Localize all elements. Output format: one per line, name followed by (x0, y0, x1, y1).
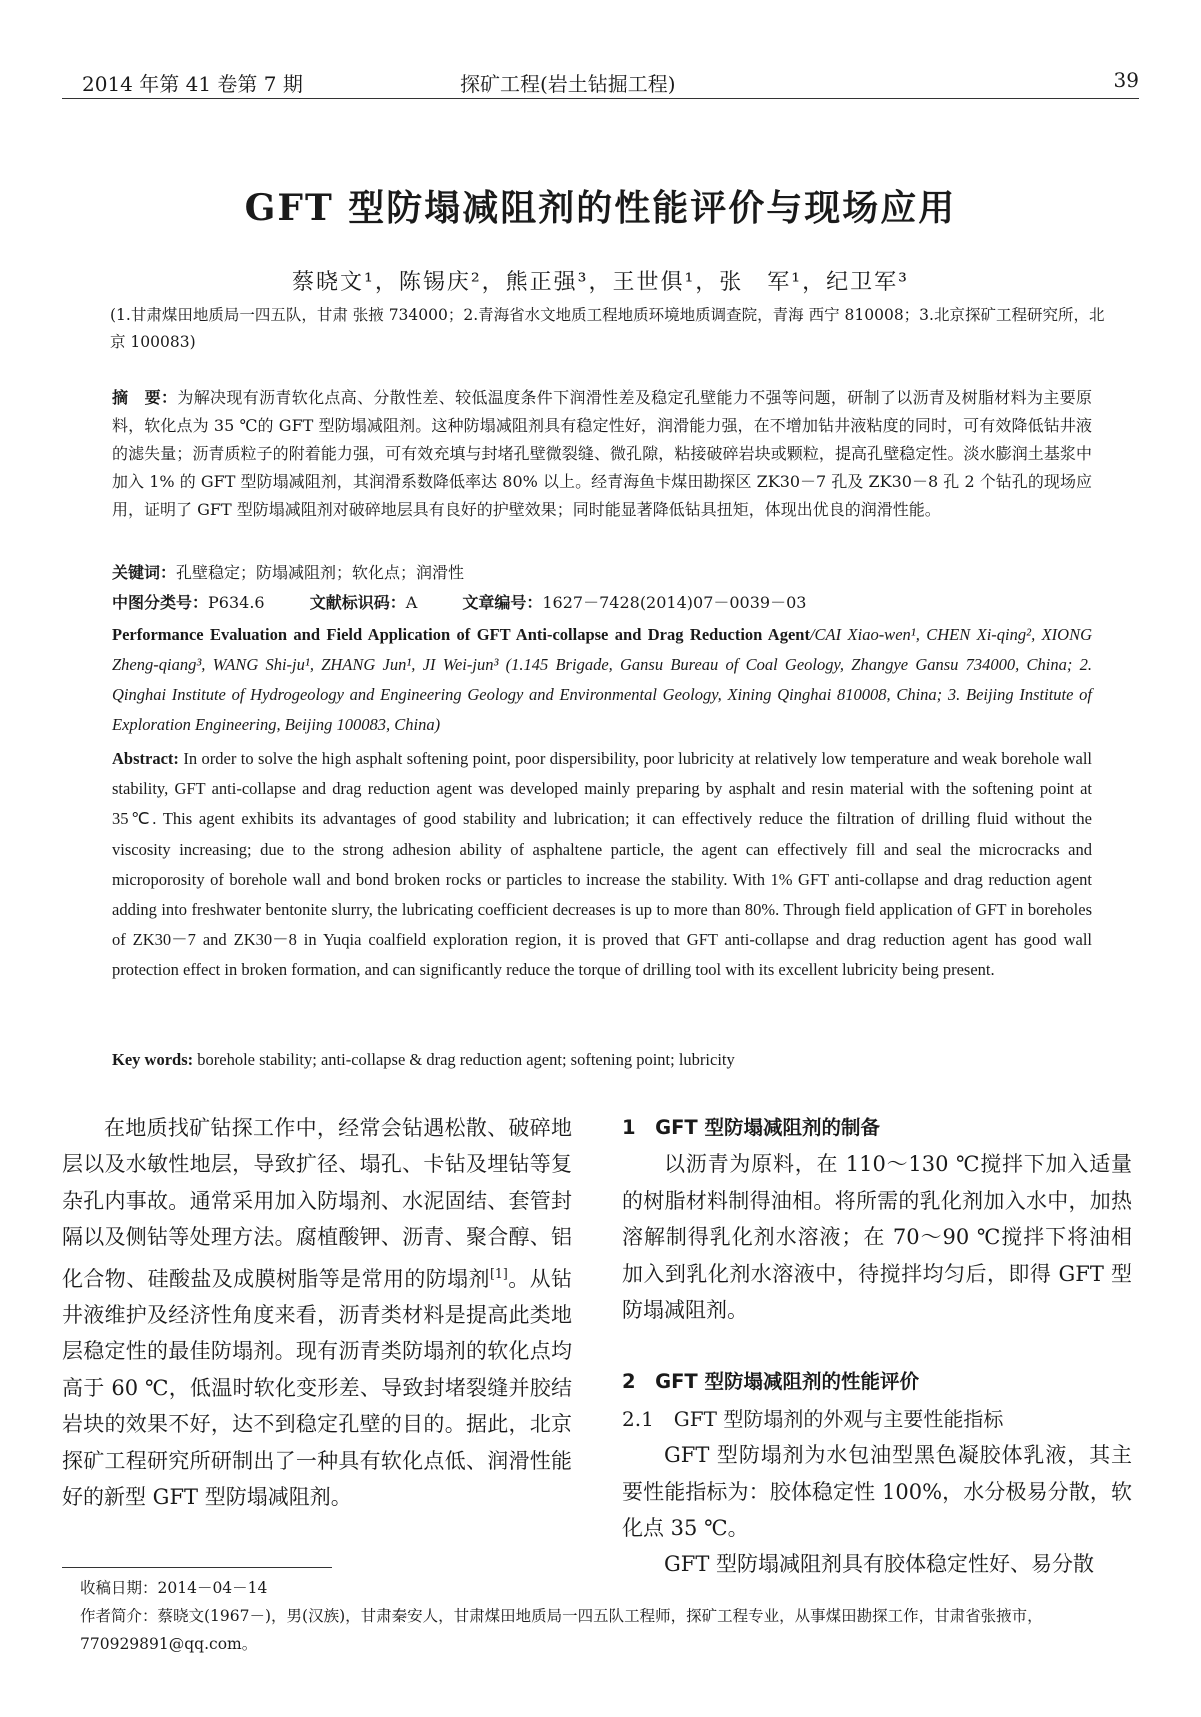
classification-line (112, 590, 1092, 613)
author-intro: 作者简介：蔡晓文(1967－)，男(汉族)，甘肃秦安人，甘肃煤田地质局一四五队工程师，探矿工程专业，从事煤田勘探工作，甘肃省张掖市，770929891@qq.com。 (80, 1607, 1043, 1653)
abstract-en-text: In order to solve the high asphalt softening point, poor dispersibility, poor lubricity at relatively low temperature and weak borehole wall stability, GFT anti-collapse and drag reduction agent was developed mainly preparing by asphalt and resin material with the softening point at 35℃. This agent exhibits its advantages of good stability and lubrication; it can effectively reduce the filtration of drilling fluid without the viscosity increasing; due to the strong adhesion ability of asphaltene particle, the agent can effectively fill and seal the microcracks and microporosity of borehole wall and bond broken rocks or particles to increase the stability. With 1% GFT anti-collapse and drag reduction agent adding into freshwater bentonite slurry, the lubricating coefficient decreases is up to more than 80%. Through field application of GFT in boreholes of ZK30－7 and ZK30－8 in Yuqia coalfield exploration region, it is proved that GFT anti-collapse and drag reduction agent has good wall protection effect in broken formation, and can significantly reduce the torque of drilling tool with its excellent lubricity being present. (112, 749, 1092, 980)
section-1-paragraph: 以沥青为原料，在 110～130 ℃搅拌下加入适量的树脂材料制得油相。将所需的乳化剂加入水中，加热溶解制得乳化剂水溶液；在 70～90 ℃搅拌下将油相加入到乳化剂水溶液中，待搅拌均匀后，即得 GFT 型防塌减阻剂。 (622, 1152, 1132, 1323)
doc-code-label: 文献标识码： (309, 593, 406, 612)
section-2-1-paragraph-2: GFT 型防塌减阻剂具有胶体稳定性好、易分散 (664, 1552, 1095, 1577)
keywords-cn-text: 孔壁稳定；防塌减阻剂；软化点；润滑性 (176, 563, 465, 582)
article-no-label: 文章编号： (462, 593, 543, 612)
abstract-en (112, 744, 1092, 986)
abstract-cn-label: 摘 要： (112, 388, 178, 407)
clc-value: P634.6 (208, 593, 265, 612)
intro-paragraph (62, 1110, 572, 1515)
abstract-cn (112, 384, 1092, 524)
body-left-column (62, 1110, 572, 1515)
keywords-en (112, 1050, 1092, 1070)
intro-text-a: 在地质找矿钻探工作中，经常会钻遇松散、破碎地层以及水敏性地层，导致扩径、塌孔、卡钻及埋钻等复杂孔内事故。通常采用加入防塌剂、水泥固结、套管封隔以及侧钻等处理方法。腐植酸钾、沥青、聚合醇、铝化合物、硅酸盐及成膜树脂等是常用的防塌剂 (62, 1116, 572, 1291)
journal-name: 探矿工程(岩土钻掘工程) (460, 72, 676, 96)
abstract-en-label: Abstract: (112, 749, 179, 768)
article-no-value: 1627－7428(2014)07－0039－03 (542, 593, 807, 612)
paper-title: GFT 型防塌减阻剂的性能评价与现场应用 (244, 187, 957, 229)
issue-info: 2014 年第 41 卷第 7 期 (82, 72, 303, 96)
section-2-1-heading: 2.1 GFT 型防塌剂的外观与主要性能指标 (622, 1406, 1004, 1431)
english-title-block (112, 620, 1092, 740)
english-authors-affil: /CAI Xiao-wen¹, CHEN Xi-qing², XIONG Zheng-qiang³, WANG Shi-ju¹, ZHANG Jun¹, JI Wei-jun³ (1.145 Brigade, Gansu Bureau of Coal Geology, Zhangye Gansu 734000, China; 2. Qinghai Institute of Hydrogeology and Engineering Geology and Environmental Geology, Xining Qinghai 810008, China; 3. Beijing Institute of Exploration Engineering, Beijing 100083, China) (112, 625, 1092, 734)
received-date: 收稿日期：2014－04－14 (80, 1579, 268, 1597)
abstract-cn-text: 为解决现有沥青软化点高、分散性差、较低温度条件下润滑性差及稳定孔壁能力不强等问题，研制了以沥青及树脂材料为主要原料，软化点为 35 ℃的 GFT 型防塌减阻剂。这种防塌减阻剂具有稳定性好，润滑能力强，在不增加钻井液粘度的同时，可有效降低钻井液的滤失量；沥青质粒子的附着能力强，可有效充填与封堵孔壁微裂缝、微孔隙，粘接破碎岩块或颗粒，提高孔壁稳定性。淡水膨润土基浆中加入 1% 的 GFT 型防塌减阻剂，其润滑系数降低率达 80% 以上。经青海鱼卡煤田勘探区 ZK30－7 孔及 ZK30－8 孔 2 个钻孔的现场应用，证明了 GFT 型防塌减阻剂对破碎地层具有良好的护壁效果；同时能显著降低钻具扭矩，体现出优良的润滑性能。 (112, 388, 1092, 519)
keywords-cn (112, 560, 1092, 583)
section-2-1-paragraph: GFT 型防塌剂为水包油型黑色凝胶体乳液，其主要性能指标为：胶体稳定性 100%，水分极易分散，软化点 35 ℃。 (622, 1443, 1132, 1541)
footnote-divider (62, 1567, 332, 1568)
keywords-cn-label: 关键词： (112, 563, 177, 582)
section-1-heading: 1 GFT 型防塌减阻剂的制备 (622, 1116, 880, 1139)
running-header (62, 62, 1139, 99)
page-number: 39 (1113, 68, 1139, 92)
affiliations: (1.甘肃煤田地质局一四五队，甘肃 张掖 734000；2.青海省水文地质工程地质环境地质调查院，青海 西宁 810008；3.北京探矿工程研究所，北京 100083) (110, 306, 1105, 351)
body-right-column (622, 1110, 1132, 1583)
clc-label: 中图分类号： (112, 593, 209, 612)
keywords-en-text: borehole stability; anti-collapse & drag reduction agent; softening point; lubricity (193, 1050, 735, 1069)
doc-code-value: A (405, 593, 418, 612)
citation-ref[interactable]: [1] (489, 1265, 508, 1281)
intro-text-b: 。从钻井液维护及经济性角度来看，沥青类材料是提高此类地层稳定性的最佳防塌剂。现有沥青类防塌剂的软化点均高于 60 ℃，低温时软化变形差、导致封堵裂缝并胶结岩块的效果不好，达不到稳定孔壁的目的。据此，北京探矿工程研究所研制出了一种具有软化点低、润滑性能好的新型 GFT 型防塌减阻剂。 (62, 1266, 573, 1510)
author-list: 蔡晓文¹，陈锡庆²，熊正强³，王世俱¹，张 军¹，纪卫军³ (292, 270, 909, 295)
english-title: Performance Evaluation and Field Application of GFT Anti-collapse and Drag Reduction Agent (112, 625, 810, 644)
section-2-heading: 2 GFT 型防塌减阻剂的性能评价 (622, 1370, 919, 1394)
keywords-en-label: Key words: (112, 1050, 194, 1069)
